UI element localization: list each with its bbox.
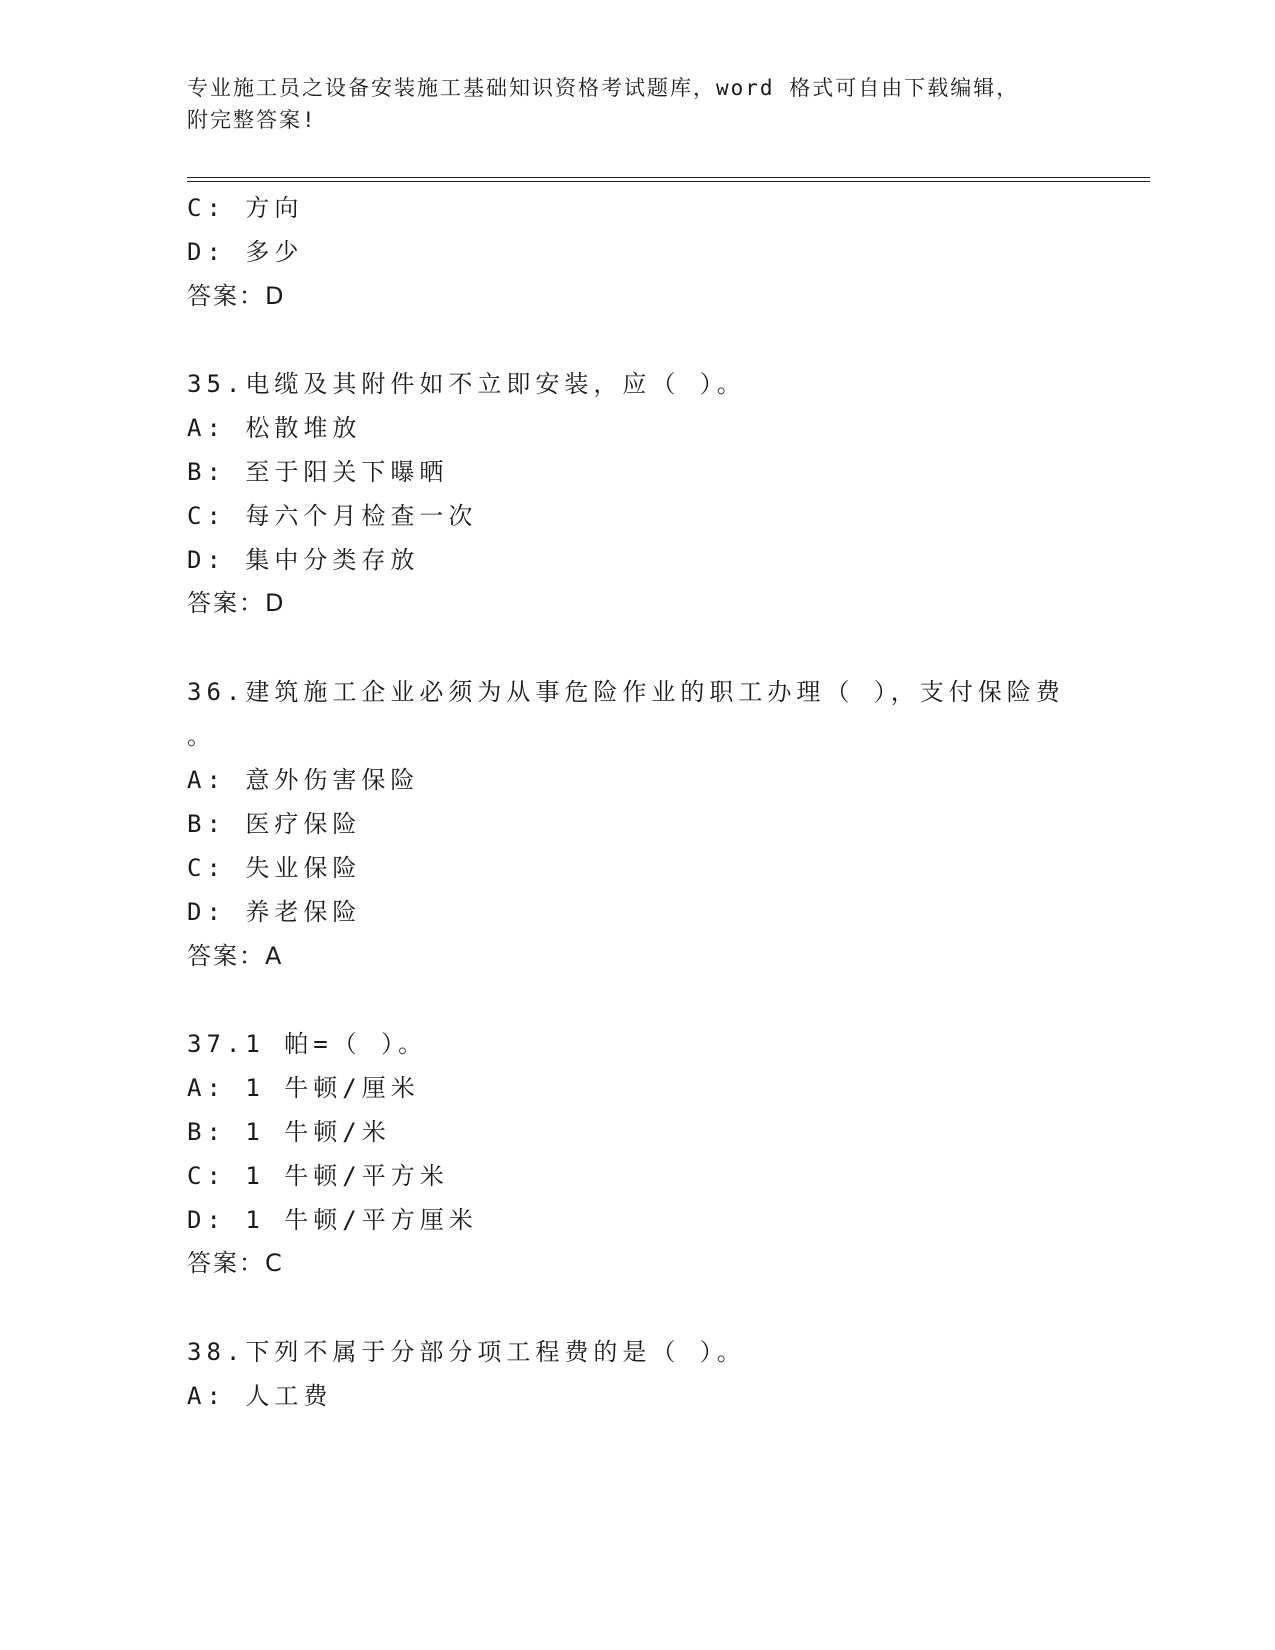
answer: 答案：D [187, 589, 286, 617]
option-b: B: 至于阳关下曝晒 [187, 458, 449, 486]
option-d: D: 多少 [187, 238, 304, 266]
question-stem: 36.建筑施工企业必须为从事危险作业的职工办理（ ），支付保险费 [187, 678, 1065, 706]
header-line-1: 专业施工员之设备安装施工基础知识资格考试题库，word 格式可自由下载编辑， [187, 76, 1020, 100]
option-d: D: 1 牛顿/平方厘米 [187, 1206, 478, 1234]
answer: 答案：C [187, 1249, 284, 1277]
option-d: D: 集中分类存放 [187, 546, 420, 574]
header-line-2: 附完整答案! [187, 108, 317, 132]
answer: 答案：A [187, 942, 284, 970]
header-divider-top [187, 177, 1150, 178]
option-c: C: 1 牛顿/平方米 [187, 1162, 449, 1190]
option-d: D: 养老保险 [187, 898, 362, 926]
option-b: B: 1 牛顿/米 [187, 1118, 391, 1146]
option-c: C: 每六个月检查一次 [187, 502, 478, 530]
option-a: A: 松散堆放 [187, 414, 362, 442]
answer: 答案：D [187, 282, 286, 310]
question-stem: 35.电缆及其附件如不立即安装，应（ ）。 [187, 370, 746, 398]
question-stem-continuation: 。 [187, 722, 216, 750]
question-stem: 37.1 帕=（ ）。 [187, 1030, 428, 1058]
option-c: C: 方向 [187, 194, 304, 222]
header-divider-bottom [187, 181, 1150, 182]
option-c: C: 失业保险 [187, 854, 362, 882]
option-a: A: 1 牛顿/厘米 [187, 1074, 420, 1102]
option-b: B: 医疗保险 [187, 810, 362, 838]
option-a: A: 人工费 [187, 1382, 333, 1410]
option-a: A: 意外伤害保险 [187, 766, 420, 794]
question-stem: 38.下列不属于分部分项工程费的是（ ）。 [187, 1338, 746, 1366]
document-header [187, 72, 1087, 136]
